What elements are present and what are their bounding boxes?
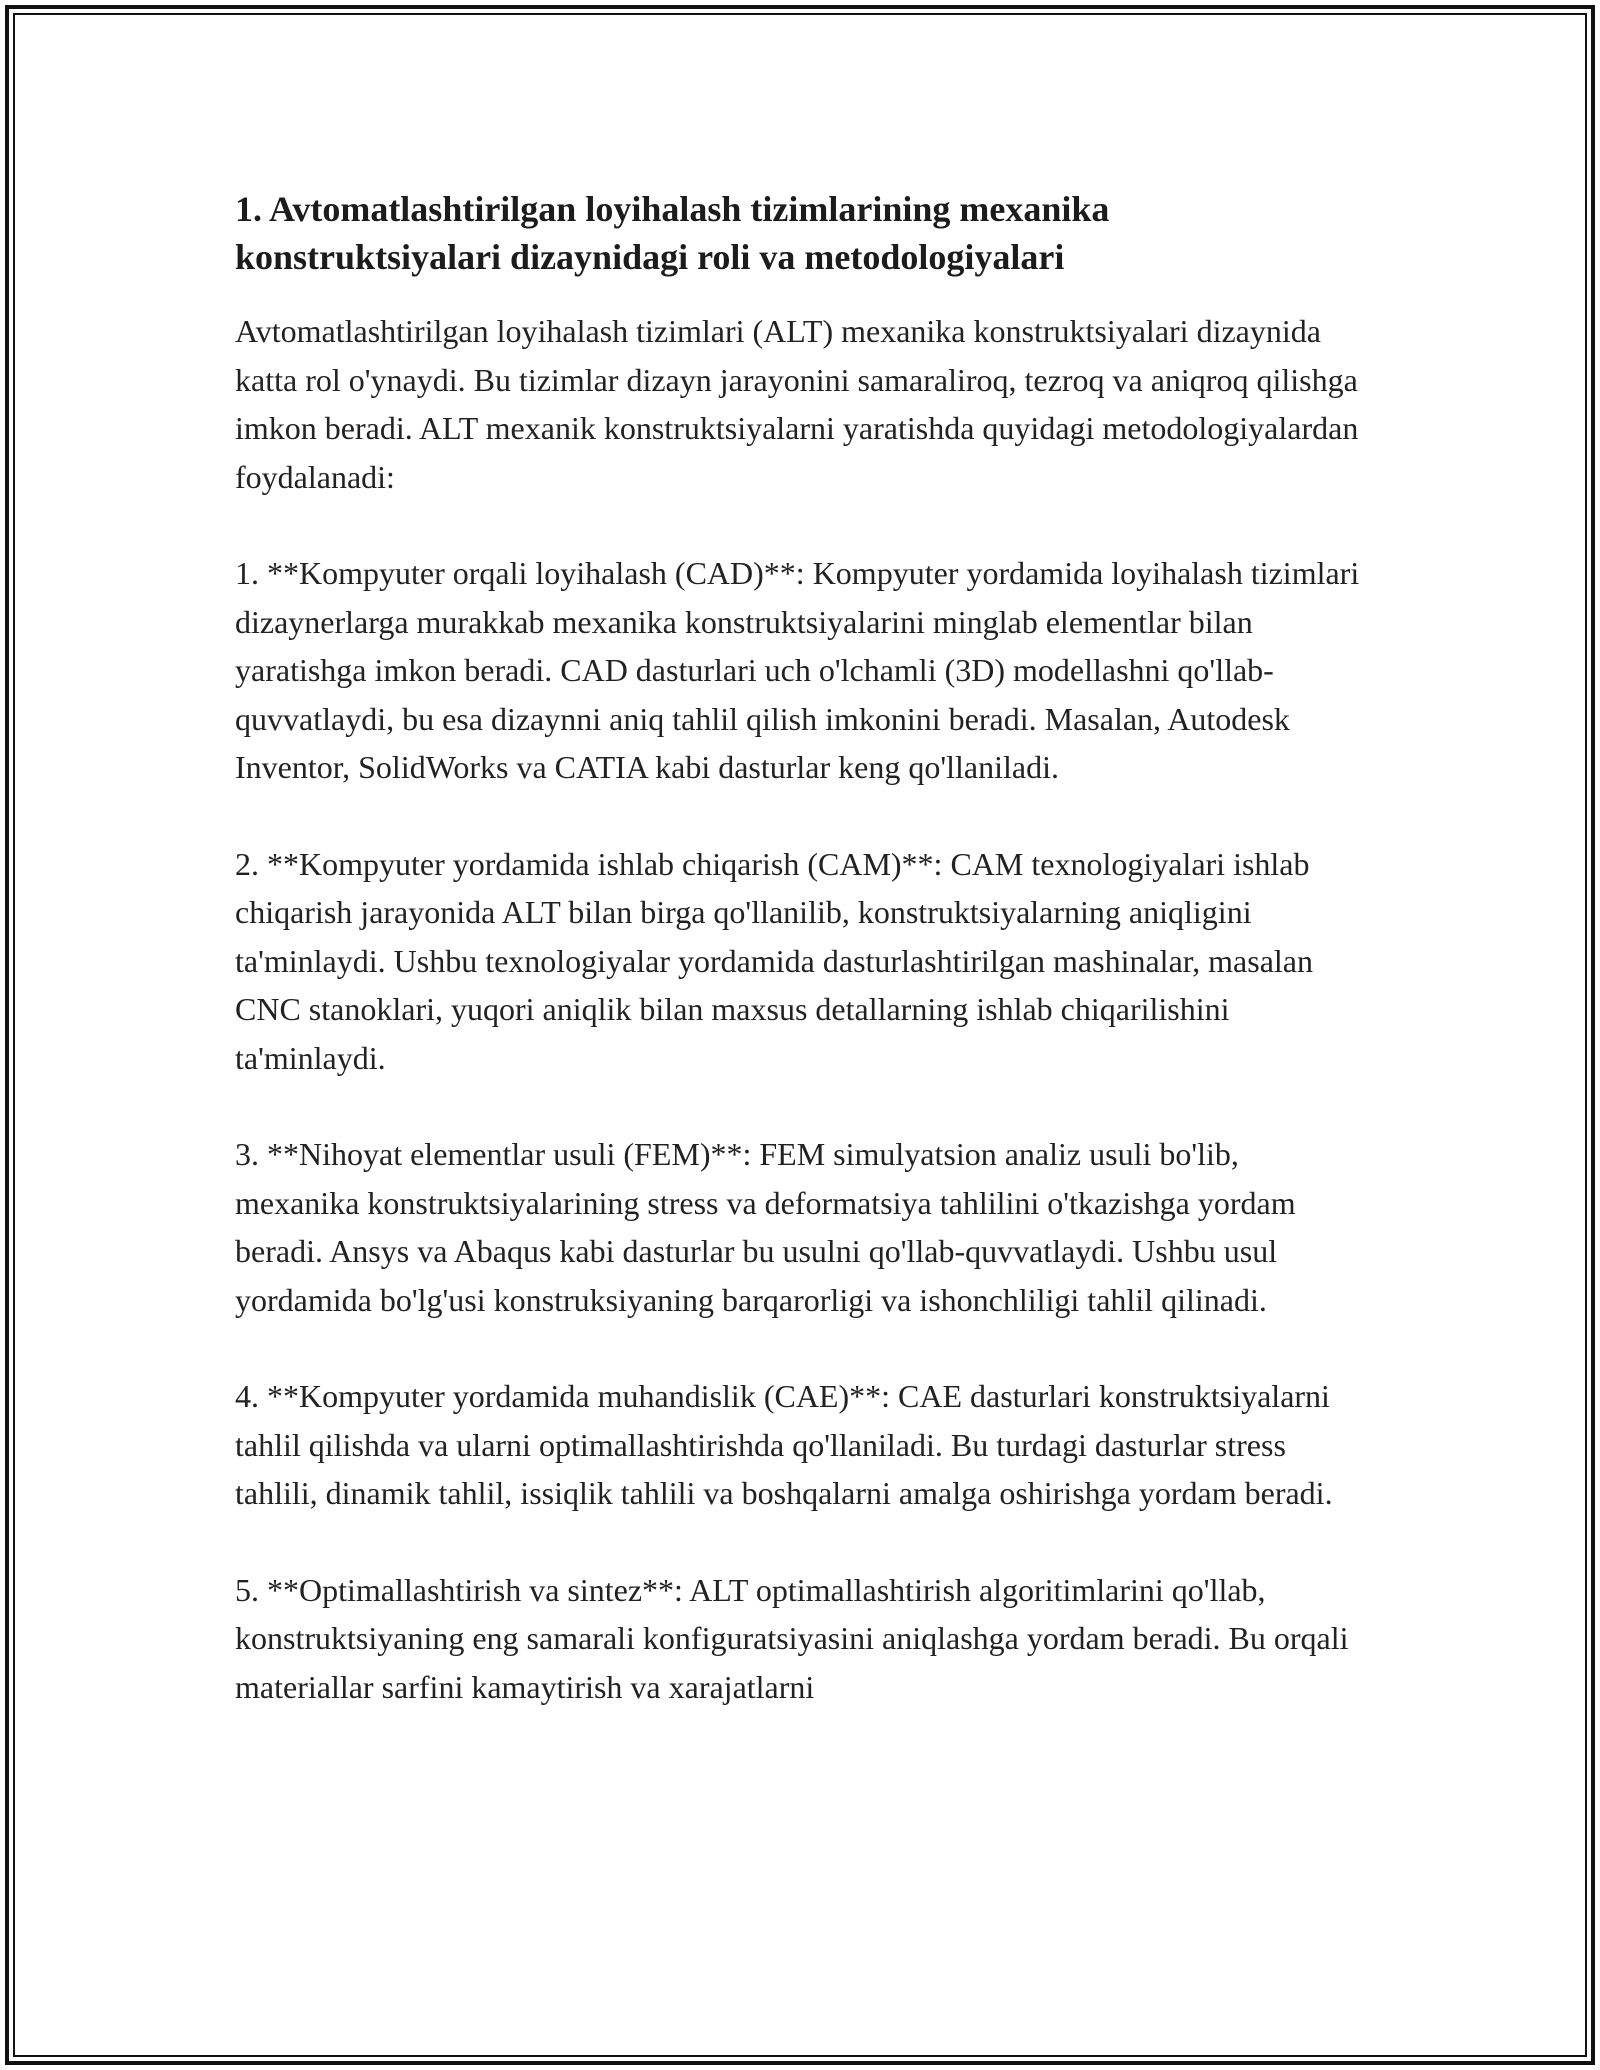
list-item-cad: 1. **Kompyuter orqali loyihalash (CAD)**: Kompyuter yordamida loyihalash tizimlari dizaynerlarga murakkab mexanika konstruktsiyalarini minglab elementlar bilan yaratishga imkon beradi. CAD dasturlari uch o'lchamli (3D) modellashni qo'llab-quvvatlaydi, bu esa dizaynni aniq tahlil qilish imkonini beradi. Masalan, Autodesk Inventor, SolidWorks va CATIA kabi dasturlar keng qo'llaniladi. xyxy=(235,555,1360,785)
section-heading: 1. Avtomatlashtirilgan loyihalash tizimlarining mexanika konstruktsiyalari dizaynidagi roli va metodologiyalari xyxy=(235,189,1110,277)
intro-paragraph: Avtomatlashtirilgan loyihalash tizimlari (ALT) mexanika konstruktsiyalari dizaynida katta rol o'ynaydi. Bu tizimlar dizayn jarayonini samaraliroq, tezroq va aniqroq qilishga imkon beradi. ALT mexanik konstruktsiyalarni yaratishda quyidagi metodologiyalardan foydalanadi: xyxy=(235,313,1359,495)
list-item-fem: 3. **Nihoyat elementlar usuli (FEM)**: FEM simulyatsion analiz usuli bo'lib, mexanika konstruktsiyalarining stress va deformatsiya tahlilini o'tkazishga yordam beradi. Ansys va Abaqus kabi dasturlar bu usulni qo'llab-quvvatlaydi. Ushbu usul yordamida bo'lg'usi konstruksiyaning barqarorligi va ishonchliligi tahlil qilinadi. xyxy=(235,1136,1296,1318)
document-body xyxy=(235,185,1365,1759)
list-item-cam: 2. **Kompyuter yordamida ishlab chiqarish (CAM)**: CAM texnologiyalari ishlab chiqarish jarayonida ALT bilan birga qo'llanilib, konstruktsiyalarning aniqligini ta'minlaydi. Ushbu texnologiyalar yordamida dasturlashtirilgan mashinalar, masalan CNC stanoklari, yuqori aniqlik bilan maxsus detallarning ishlab chiqarilishini ta'minlaydi. xyxy=(235,845,1313,1076)
list-item-optimization: 5. **Optimallashtirish va sintez**: ALT optimallashtirish algoritimlarini qo'llab, konstruktsiyaning eng samarali konfiguratsiyasini aniqlashga yordam beradi. Bu orqali materiallar sarfini kamaytirish va xarajatlarni xyxy=(235,1571,1349,1705)
list-item-cae: 4. **Kompyuter yordamida muhandislik (CAE)**: CAE dasturlari konstruktsiyalarni tahlil qilishda va ularni optimallashtirishda qo'llaniladi. Bu turdagi dasturlar stress tahlili, dinamik tahlil, issiqlik tahlili va boshqalarni amalga oshirishga yordam beradi. xyxy=(235,1378,1333,1511)
